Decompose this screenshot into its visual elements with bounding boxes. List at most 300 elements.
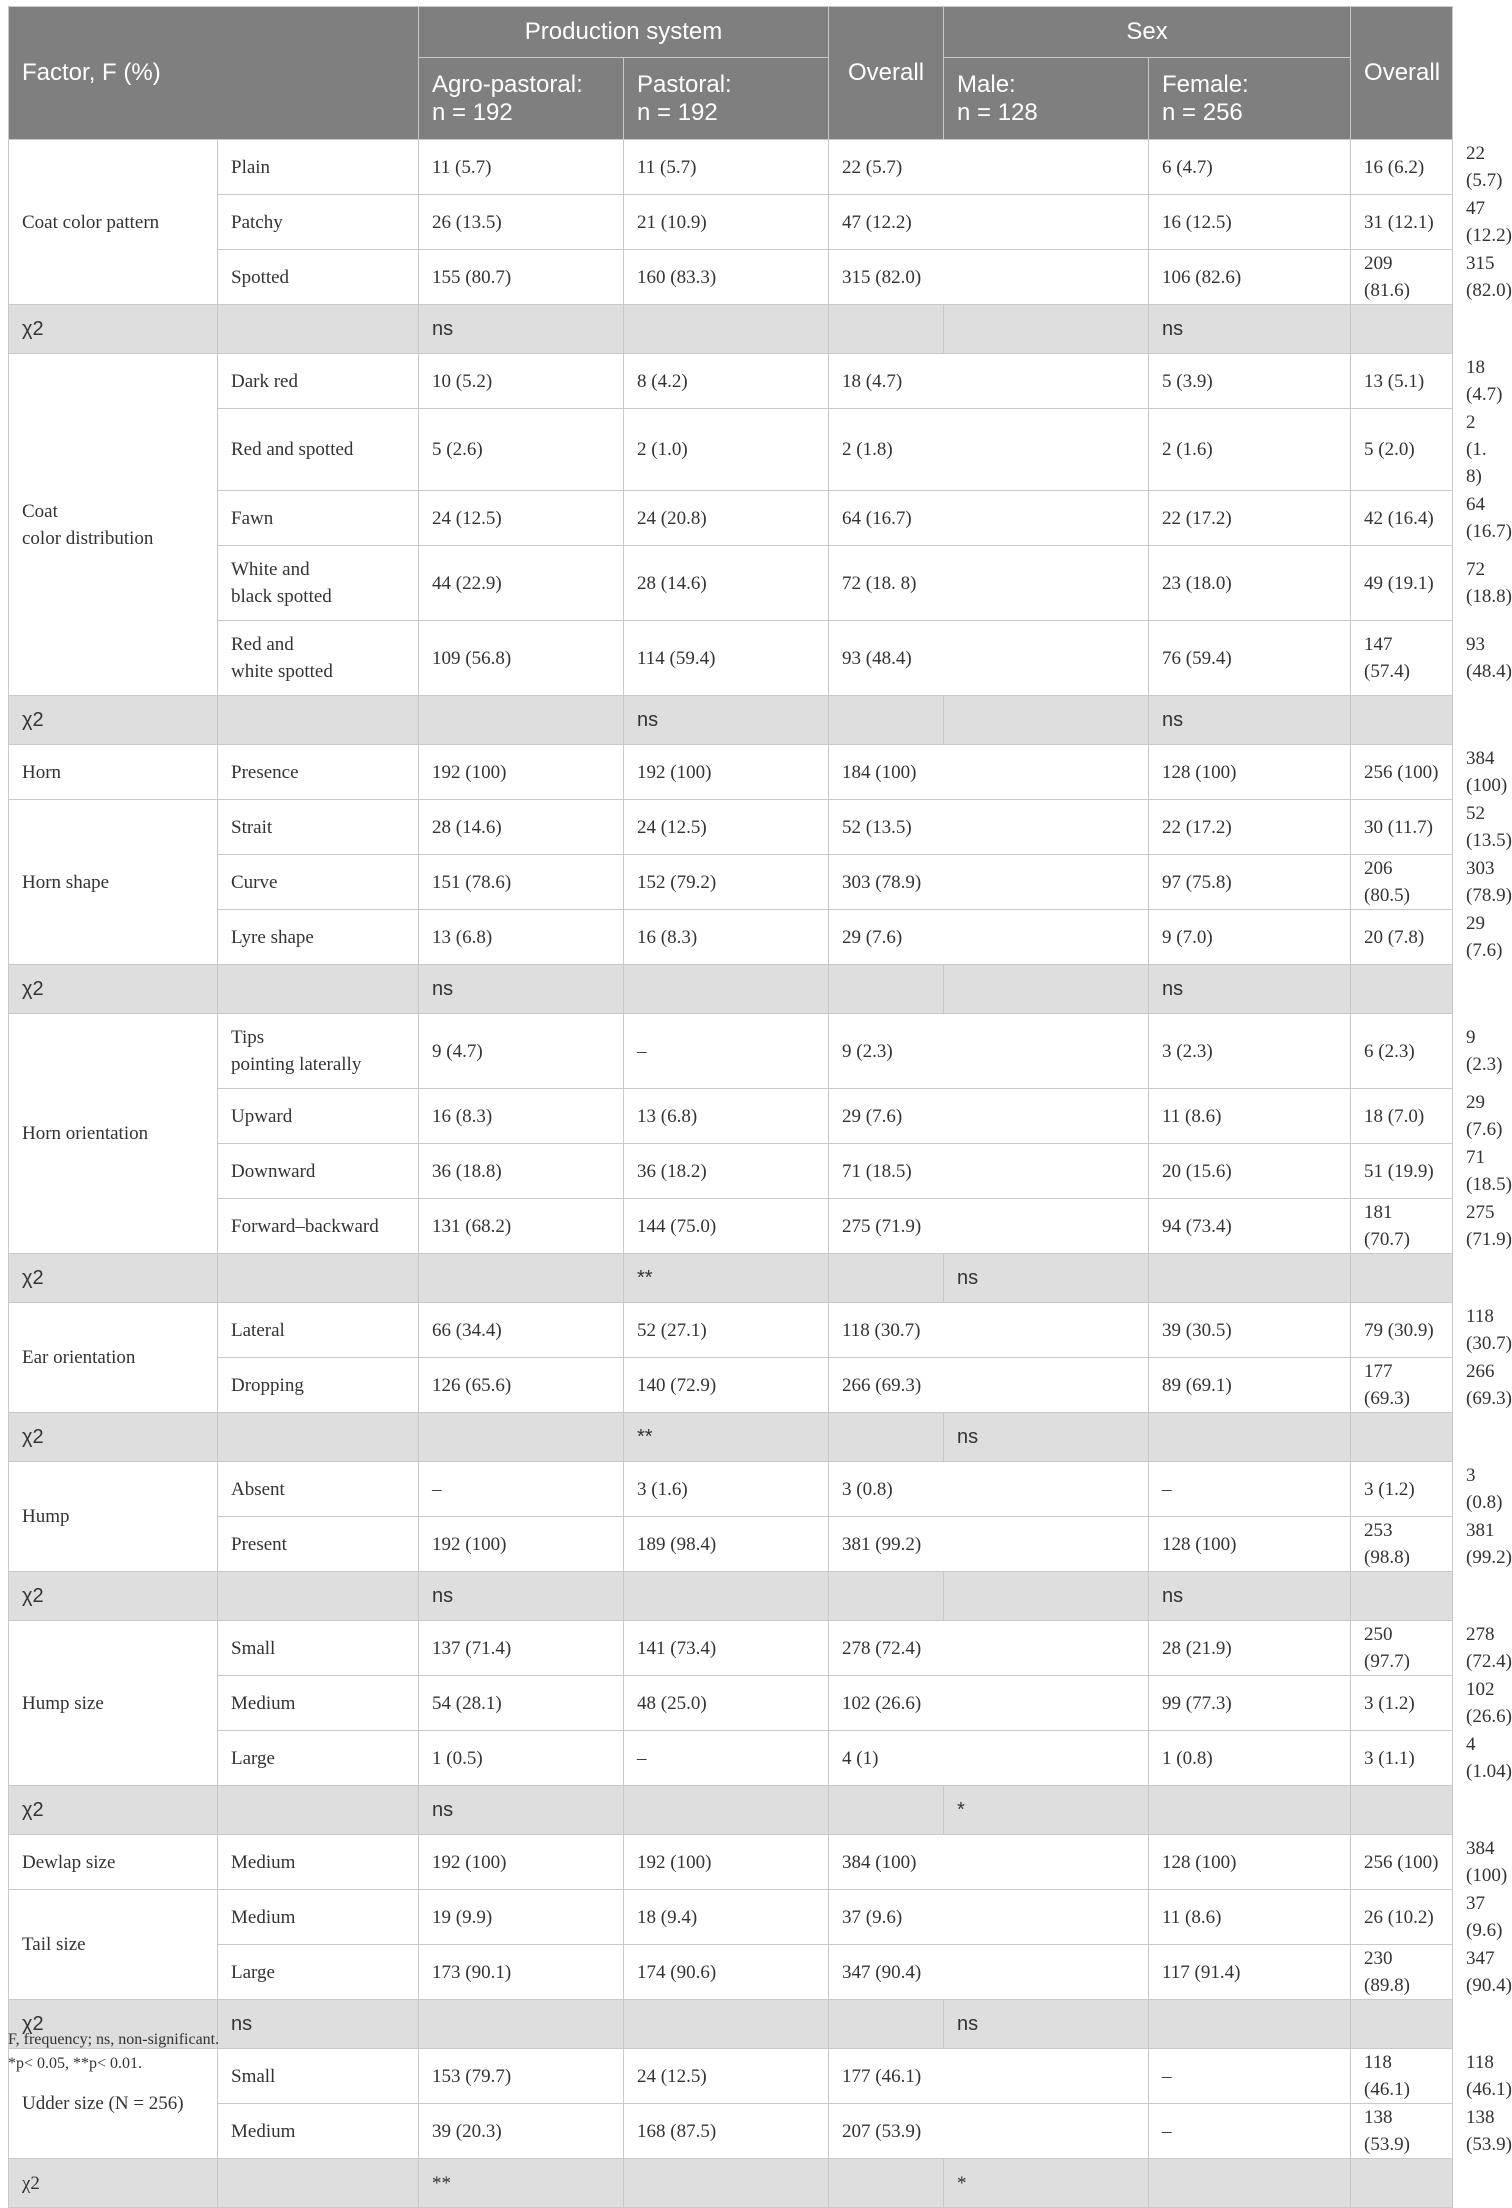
value-cell: 6 (2.3) [1351, 1014, 1453, 1089]
header-female-line2: n = 256 [1162, 98, 1243, 126]
chi-square-cell [829, 305, 944, 354]
value-cell: 16 (12.5) [1149, 195, 1351, 250]
header-agro-pastoral [419, 58, 624, 140]
table-row: Horn Presence 192 (100) 192 (100) 184 (100) 128 (100) 256 (100) 384 (100) [9, 745, 1453, 800]
chi-square-cell [829, 965, 944, 1014]
value-cell: 9 (7.0) [1149, 910, 1351, 965]
table-body [9, 140, 1512, 2208]
value-cell: 189 (98.4) [624, 1517, 829, 1572]
value-cell: 3 (0.8) [829, 1462, 1149, 1517]
value-cell: 72 (18. 8) [829, 546, 1149, 621]
header-overall-sex: Overall [1351, 7, 1453, 140]
value-cell: 3 (1.2) [1351, 1462, 1453, 1517]
chi-square-cell [419, 1254, 624, 1303]
chi-square-label: χ2 [9, 2000, 218, 2049]
level-cell: Fawn [218, 491, 419, 546]
chi-square-cell [419, 696, 624, 745]
value-cell: 29 (7.6) [829, 910, 1149, 965]
chi-square-row [9, 1786, 1453, 1835]
value-cell: 137 (71.4) [419, 1621, 624, 1676]
header-female-line1: Female: [1162, 70, 1249, 98]
value-cell: – [1149, 1462, 1351, 1517]
value-cell: 39 (20.3) [419, 2104, 624, 2159]
table-row: Dropping 126 (65.6) 140 (72.9) 266 (69.3) 89 (69.1) 177 (69.3) 266 (69.3) [9, 1358, 1453, 1413]
chi-square-cell [218, 1786, 419, 1835]
header-agro-line2: n = 192 [432, 98, 513, 126]
chi-square-cell: * [944, 1786, 1149, 1835]
value-cell: 24 (20.8) [624, 491, 829, 546]
value-cell: 66 (34.4) [419, 1303, 624, 1358]
value-cell: 79 (30.9) [1351, 1303, 1453, 1358]
chi-square-cell [829, 1572, 944, 1621]
chi-square-label: χ2 [9, 1572, 218, 1621]
header-sex: Sex [944, 7, 1351, 58]
table-row: Tail size Medium 19 (9.9) 18 (9.4) 37 (9.6) 11 (8.6) 26 (10.2) 37 (9.6) [9, 1890, 1453, 1945]
chi-square-row [9, 1572, 1453, 1621]
value-cell: 11 (5.7) [419, 140, 624, 195]
table-row: Medium 39 (20.3) 168 (87.5) 207 (53.9) – 138 (53.9) 138 (53.9) [9, 2104, 1453, 2159]
table-row: Medium 54 (28.1) 48 (25.0) 102 (26.6) 99 (77.3) 3 (1.2) 102 (26.6) [9, 1676, 1453, 1731]
value-cell: 11 (8.6) [1149, 1890, 1351, 1945]
header-pastoral-line1: Pastoral: [637, 70, 732, 98]
chi-square-cell: ns [944, 1413, 1149, 1462]
value-cell: 71 (18.5) [829, 1144, 1149, 1199]
value-cell: 118 (46.1) [1351, 2049, 1453, 2104]
value-cell: 16 (8.3) [624, 910, 829, 965]
chi-square-cell [829, 2000, 944, 2049]
level-cell: Downward [218, 1144, 419, 1199]
table-row: Upward 16 (8.3) 13 (6.8) 29 (7.6) 11 (8.6) 18 (7.0) 29 (7.6) [9, 1089, 1453, 1144]
level-cell: Medium [218, 2104, 419, 2159]
level-cell: Small [218, 1621, 419, 1676]
level-cell: Dark red [218, 354, 419, 409]
table-row: Udder size (N = 256) Small 153 (79.7) 24 (12.5) 177 (46.1) – 118 (46.1) 118 (46.1) [9, 2049, 1453, 2104]
value-cell: 192 (100) [624, 1835, 829, 1890]
chi-square-cell: ns [944, 1254, 1149, 1303]
value-cell: 184 (100) [829, 745, 1149, 800]
level-cell: Upward [218, 1089, 419, 1144]
chi-square-cell [829, 1786, 944, 1835]
value-cell: 16 (8.3) [419, 1089, 624, 1144]
header-male-line1: Male: [957, 70, 1016, 98]
value-cell: 31 (12.1) [1351, 195, 1453, 250]
value-cell: 192 (100) [419, 1835, 624, 1890]
chi-square-cell: * [944, 2159, 1149, 2208]
chi-square-cell [1351, 965, 1453, 1014]
value-cell: 126 (65.6) [419, 1358, 624, 1413]
header-male [944, 58, 1149, 140]
value-cell: 3 (1.6) [624, 1462, 829, 1517]
value-cell: 26 (13.5) [419, 195, 624, 250]
factor-cell: Ear orientation [9, 1303, 218, 1413]
chi-square-cell: ns [1149, 696, 1351, 745]
value-cell: 21 (10.9) [624, 195, 829, 250]
level-cell: Patchy [218, 195, 419, 250]
chi-square-cell [1149, 2000, 1351, 2049]
value-cell: 253 (98.8) [1351, 1517, 1453, 1572]
chi-square-cell [218, 696, 419, 745]
value-cell: 42 (16.4) [1351, 491, 1453, 546]
header-overall: Overall [829, 7, 944, 140]
value-cell: 30 (11.7) [1351, 800, 1453, 855]
value-cell: 24 (12.5) [419, 491, 624, 546]
table-row: White and black spotted 44 (22.9) 28 (14.6) 72 (18. 8) 23 (18.0) 49 (19.1) 72 (18.8) [9, 546, 1453, 621]
value-cell: 54 (28.1) [419, 1676, 624, 1731]
chi-square-row [9, 1413, 1453, 1462]
level-cell: White and black spotted [218, 546, 419, 621]
value-cell: 11 (5.7) [624, 140, 829, 195]
factor-cell: Horn shape [9, 800, 218, 965]
value-cell: 3 (2.3) [1149, 1014, 1351, 1089]
factor-cell: Dewlap size [9, 1835, 218, 1890]
value-cell: 3 (1.2) [1351, 1676, 1453, 1731]
chi-square-cell [419, 2000, 624, 2049]
value-cell: 37 (9.6) [829, 1890, 1149, 1945]
value-cell: 118 (30.7) [829, 1303, 1149, 1358]
table-row: Horn orientation Tips pointing laterally 9 (4.7) – 9 (2.3) 3 (2.3) 6 (2.3) 9 (2.3) [9, 1014, 1453, 1089]
value-cell: 22 (17.2) [1149, 800, 1351, 855]
chi-square-cell: ns [1149, 1572, 1351, 1621]
value-cell: 26 (10.2) [1351, 1890, 1453, 1945]
level-cell: Presence [218, 745, 419, 800]
factor-cell: Horn [9, 745, 218, 800]
table-row: Ear orientation Lateral 66 (34.4) 52 (27.1) 118 (30.7) 39 (30.5) 79 (30.9) 118 (30.7) [9, 1303, 1453, 1358]
value-cell: 5 (2.0) [1351, 409, 1453, 491]
value-cell: 147 (57.4) [1351, 621, 1453, 696]
table-row: Patchy 26 (13.5) 21 (10.9) 47 (12.2) 16 (12.5) 31 (12.1) 47 (12.2) [9, 195, 1453, 250]
header-agro-line1: Agro-pastoral: [432, 70, 583, 98]
level-cell: Lyre shape [218, 910, 419, 965]
chi-square-cell [218, 965, 419, 1014]
table-row: Dewlap size Medium 192 (100) 192 (100) 384 (100) 128 (100) 256 (100) 384 (100) [9, 1835, 1453, 1890]
value-cell: 18 (9.4) [624, 1890, 829, 1945]
table-row: Large 1 (0.5) – 4 (1) 1 (0.8) 3 (1.1) 4 (1.04) [9, 1731, 1453, 1786]
chi-square-label: χ2 [9, 2159, 218, 2208]
value-cell: 106 (82.6) [1149, 250, 1351, 305]
chi-square-cell: ns [419, 305, 624, 354]
chi-square-cell [1149, 1786, 1351, 1835]
chi-square-cell [1351, 2159, 1453, 2208]
table-row: Red and spotted 5 (2.6) 2 (1.0) 2 (1.8) 2 (1.6) 5 (2.0) 2 (1. 8) [9, 409, 1453, 491]
chi-square-cell [218, 2159, 419, 2208]
value-cell: 174 (90.6) [624, 1945, 829, 2000]
value-cell: 28 (21.9) [1149, 1621, 1351, 1676]
value-cell: 160 (83.3) [624, 250, 829, 305]
chi-square-cell: ns [218, 2000, 419, 2049]
value-cell: 44 (22.9) [419, 546, 624, 621]
header-production-system: Production system [419, 7, 829, 58]
table-row: Present 192 (100) 189 (98.4) 381 (99.2) 128 (100) 253 (98.8) 381 (99.2) [9, 1517, 1453, 1572]
table-row: Horn shape Strait 28 (14.6) 24 (12.5) 52 (13.5) 22 (17.2) 30 (11.7) 52 (13.5) [9, 800, 1453, 855]
value-cell: 52 (13.5) [829, 800, 1149, 855]
value-cell: 2 (1.8) [829, 409, 1149, 491]
header-male-line2: n = 128 [957, 98, 1038, 126]
value-cell: 18 (4.7) [829, 354, 1149, 409]
chi-square-cell [624, 305, 829, 354]
value-cell: 19 (9.9) [419, 1890, 624, 1945]
level-cell: Large [218, 1945, 419, 2000]
value-cell: 89 (69.1) [1149, 1358, 1351, 1413]
value-cell: 173 (90.1) [419, 1945, 624, 2000]
value-cell: 230 (89.8) [1351, 1945, 1453, 2000]
chi-square-cell [1149, 2159, 1351, 2208]
value-cell: 9 (4.7) [419, 1014, 624, 1089]
chi-square-cell [829, 1254, 944, 1303]
chi-square-cell [419, 1413, 624, 1462]
chi-square-cell: ns [1149, 965, 1351, 1014]
chi-square-cell [1149, 1254, 1351, 1303]
value-cell: – [1149, 2049, 1351, 2104]
value-cell: 275 (71.9) [829, 1199, 1149, 1254]
factor-cell: Hump size [9, 1621, 218, 1786]
value-cell: 102 (26.6) [829, 1676, 1149, 1731]
header-female [1149, 58, 1351, 140]
value-cell: 16 (6.2) [1351, 140, 1453, 195]
chi-square-cell [944, 696, 1149, 745]
chi-square-cell [624, 2000, 829, 2049]
chi-square-cell [218, 1254, 419, 1303]
level-cell: Dropping [218, 1358, 419, 1413]
level-cell: Medium [218, 1890, 419, 1945]
value-cell: 97 (75.8) [1149, 855, 1351, 910]
value-cell: 141 (73.4) [624, 1621, 829, 1676]
value-cell: 117 (91.4) [1149, 1945, 1351, 2000]
value-cell: 48 (25.0) [624, 1676, 829, 1731]
value-cell: 256 (100) [1351, 745, 1453, 800]
table-row: Hump Absent – 3 (1.6) 3 (0.8) – 3 (1.2) 3 (0.8) [9, 1462, 1453, 1517]
value-cell: – [624, 1014, 829, 1089]
value-cell: 93 (48.4) [829, 621, 1149, 696]
value-cell: 64 (16.7) [829, 491, 1149, 546]
value-cell: 39 (30.5) [1149, 1303, 1351, 1358]
value-cell: 2 (1.0) [624, 409, 829, 491]
data-table [8, 6, 1512, 2208]
value-cell: 3 (1.1) [1351, 1731, 1453, 1786]
level-cell: Strait [218, 800, 419, 855]
value-cell: 114 (59.4) [624, 621, 829, 696]
value-cell: 347 (90.4) [829, 1945, 1149, 2000]
chi-square-cell: ns [419, 1786, 624, 1835]
value-cell: 1 (0.8) [1149, 1731, 1351, 1786]
chi-square-cell: ns [419, 965, 624, 1014]
value-cell: 9 (2.3) [829, 1014, 1149, 1089]
value-cell: 20 (7.8) [1351, 910, 1453, 965]
value-cell: 315 (82.0) [829, 250, 1149, 305]
chi-square-row [9, 1254, 1453, 1303]
value-cell: 266 (69.3) [829, 1358, 1149, 1413]
chi-square-cell [218, 1572, 419, 1621]
value-cell: 140 (72.9) [624, 1358, 829, 1413]
value-cell: 76 (59.4) [1149, 621, 1351, 696]
value-cell: 5 (3.9) [1149, 354, 1351, 409]
chi-square-cell: ns [1149, 305, 1351, 354]
value-cell: 51 (19.9) [1351, 1144, 1453, 1199]
chi-square-cell: ns [419, 1572, 624, 1621]
value-cell: 109 (56.8) [419, 621, 624, 696]
chi-square-cell [829, 2159, 944, 2208]
value-cell: 49 (19.1) [1351, 546, 1453, 621]
chi-square-cell: ** [624, 1254, 829, 1303]
value-cell: 192 (100) [624, 745, 829, 800]
factor-cell: Hump [9, 1462, 218, 1572]
table-row: Coat color pattern Plain 11 (5.7) 11 (5.7) 22 (5.7) 6 (4.7) 16 (6.2) 22 (5.7) [9, 140, 1453, 195]
level-cell: Present [218, 1517, 419, 1572]
chi-square-cell [624, 2159, 829, 2208]
value-cell: 381 (99.2) [829, 1517, 1149, 1572]
chi-square-cell [1351, 1786, 1453, 1835]
level-cell: Medium [218, 1676, 419, 1731]
value-cell: 209 (81.6) [1351, 250, 1453, 305]
value-cell: 181 (70.7) [1351, 1199, 1453, 1254]
value-cell: 384 (100) [829, 1835, 1149, 1890]
header-pastoral [624, 58, 829, 140]
level-cell: Medium [218, 1835, 419, 1890]
chi-square-cell [944, 1572, 1149, 1621]
chi-square-row [9, 696, 1453, 745]
level-cell: Spotted [218, 250, 419, 305]
factor-cell: Udder size (N = 256) [9, 2049, 218, 2159]
factor-cell: Coat color distribution [9, 354, 218, 696]
value-cell: 5 (2.6) [419, 409, 624, 491]
value-cell: 36 (18.2) [624, 1144, 829, 1199]
value-cell: 10 (5.2) [419, 354, 624, 409]
level-cell: Large [218, 1731, 419, 1786]
level-cell: Absent [218, 1462, 419, 1517]
table-row: Downward 36 (18.8) 36 (18.2) 71 (18.5) 20 (15.6) 51 (19.9) 71 (18.5) [9, 1144, 1453, 1199]
chi-square-cell [1351, 696, 1453, 745]
chi-square-cell [218, 1413, 419, 1462]
level-cell: Small [218, 2049, 419, 2104]
value-cell: 18 (7.0) [1351, 1089, 1453, 1144]
chi-square-cell [624, 965, 829, 1014]
value-cell: 151 (78.6) [419, 855, 624, 910]
chi-square-row [9, 2000, 1453, 2049]
footnote-abbreviations: F, frequency; ns, non-significant. [8, 2031, 220, 2048]
value-cell: 8 (4.2) [624, 354, 829, 409]
value-cell: 206 (80.5) [1351, 855, 1453, 910]
chi-square-cell [944, 305, 1149, 354]
chi-square-cell [1149, 1413, 1351, 1462]
value-cell: 278 (72.4) [829, 1621, 1149, 1676]
value-cell: 22 (5.7) [829, 140, 1149, 195]
chi-square-label: χ2 [9, 696, 218, 745]
table-row: Lyre shape 13 (6.8) 16 (8.3) 29 (7.6) 9 (7.0) 20 (7.8) 29 (7.6) [9, 910, 1453, 965]
value-cell: 303 (78.9) [829, 855, 1149, 910]
value-cell: 177 (69.3) [1351, 1358, 1453, 1413]
value-cell: 138 (53.9) [1351, 2104, 1453, 2159]
chi-square-cell [1351, 305, 1453, 354]
chi-square-label: χ2 [9, 1413, 218, 1462]
chi-square-cell [829, 696, 944, 745]
value-cell: 20 (15.6) [1149, 1144, 1351, 1199]
value-cell: 192 (100) [419, 745, 624, 800]
value-cell: 250 (97.7) [1351, 1621, 1453, 1676]
level-cell: Lateral [218, 1303, 419, 1358]
factor-cell: Horn orientation [9, 1014, 218, 1254]
value-cell: 23 (18.0) [1149, 546, 1351, 621]
factor-cell: Tail size [9, 1890, 218, 2000]
value-cell: 207 (53.9) [829, 2104, 1149, 2159]
value-cell: 22 (17.2) [1149, 491, 1351, 546]
header-factor: Factor, F (%) [9, 7, 419, 140]
value-cell: 256 (100) [1351, 1835, 1453, 1890]
value-cell: – [419, 1462, 624, 1517]
value-cell: 24 (12.5) [624, 2049, 829, 2104]
value-cell: 52 (27.1) [624, 1303, 829, 1358]
factor-cell: Coat color pattern [9, 140, 218, 305]
value-cell: 13 (5.1) [1351, 354, 1453, 409]
chi-square-cell [1351, 1254, 1453, 1303]
value-cell: 155 (80.7) [419, 250, 624, 305]
chi-square-cell [624, 1786, 829, 1835]
value-cell: 13 (6.8) [624, 1089, 829, 1144]
value-cell: 2 (1.6) [1149, 409, 1351, 491]
chi-square-cell [944, 965, 1149, 1014]
chi-square-label: χ2 [9, 1254, 218, 1303]
chi-square-cell [1351, 1572, 1453, 1621]
chi-square-row [9, 2159, 1453, 2208]
chi-square-row [9, 305, 1453, 354]
value-cell: 47 (12.2) [829, 195, 1149, 250]
value-cell: 1 (0.5) [419, 1731, 624, 1786]
value-cell: 192 (100) [419, 1517, 624, 1572]
level-cell: Curve [218, 855, 419, 910]
chi-square-cell [218, 305, 419, 354]
value-cell: 4 (1) [829, 1731, 1149, 1786]
value-cell: 11 (8.6) [1149, 1089, 1351, 1144]
value-cell: 152 (79.2) [624, 855, 829, 910]
value-cell: 28 (14.6) [419, 800, 624, 855]
chi-square-cell: ** [624, 1413, 829, 1462]
value-cell: 13 (6.8) [419, 910, 624, 965]
table-header [9, 7, 1453, 140]
level-cell: Red and spotted [218, 409, 419, 491]
chi-square-cell: ns [624, 696, 829, 745]
value-cell: – [1149, 2104, 1351, 2159]
chi-square-cell [1351, 1413, 1453, 1462]
chi-square-cell [829, 1413, 944, 1462]
chi-square-cell: ns [944, 2000, 1149, 2049]
chi-square-label: χ2 [9, 965, 218, 1014]
table-row: Large 173 (90.1) 174 (90.6) 347 (90.4) 117 (91.4) 230 (89.8) 347 (90.4) [9, 1945, 1453, 2000]
value-cell: 153 (79.7) [419, 2049, 624, 2104]
footnotes [8, 2028, 219, 2076]
chi-square-cell [1351, 2000, 1453, 2049]
chi-square-row [9, 965, 1453, 1014]
value-cell: 131 (68.2) [419, 1199, 624, 1254]
value-cell: 177 (46.1) [829, 2049, 1149, 2104]
value-cell: 94 (73.4) [1149, 1199, 1351, 1254]
value-cell: 28 (14.6) [624, 546, 829, 621]
chi-square-label: χ2 [9, 305, 218, 354]
value-cell: 128 (100) [1149, 1517, 1351, 1572]
footnote-significance: *p< 0.05, **p< 0.01. [8, 2055, 143, 2072]
table-row: Fawn 24 (12.5) 24 (20.8) 64 (16.7) 22 (17.2) 42 (16.4) 64 (16.7) [9, 491, 1453, 546]
value-cell: 36 (18.8) [419, 1144, 624, 1199]
value-cell: 6 (4.7) [1149, 140, 1351, 195]
value-cell: 24 (12.5) [624, 800, 829, 855]
table-row: Spotted 155 (80.7) 160 (83.3) 315 (82.0) 106 (82.6) 209 (81.6) 315 (82.0) [9, 250, 1453, 305]
table-row: Red and white spotted 109 (56.8) 114 (59.4) 93 (48.4) 76 (59.4) 147 (57.4) 93 (48.4) [9, 621, 1453, 696]
table-row: Hump size Small 137 (71.4) 141 (73.4) 278 (72.4) 28 (21.9) 250 (97.7) 278 (72.4) [9, 1621, 1453, 1676]
value-cell: 128 (100) [1149, 1835, 1351, 1890]
table-row: Coat color distribution Dark red 10 (5.2) 8 (4.2) 18 (4.7) 5 (3.9) 13 (5.1) 18 (4.7) [9, 354, 1453, 409]
value-cell: 144 (75.0) [624, 1199, 829, 1254]
level-cell: Forward–backward [218, 1199, 419, 1254]
value-cell: 128 (100) [1149, 745, 1351, 800]
value-cell: 168 (87.5) [624, 2104, 829, 2159]
level-cell: Plain [218, 140, 419, 195]
